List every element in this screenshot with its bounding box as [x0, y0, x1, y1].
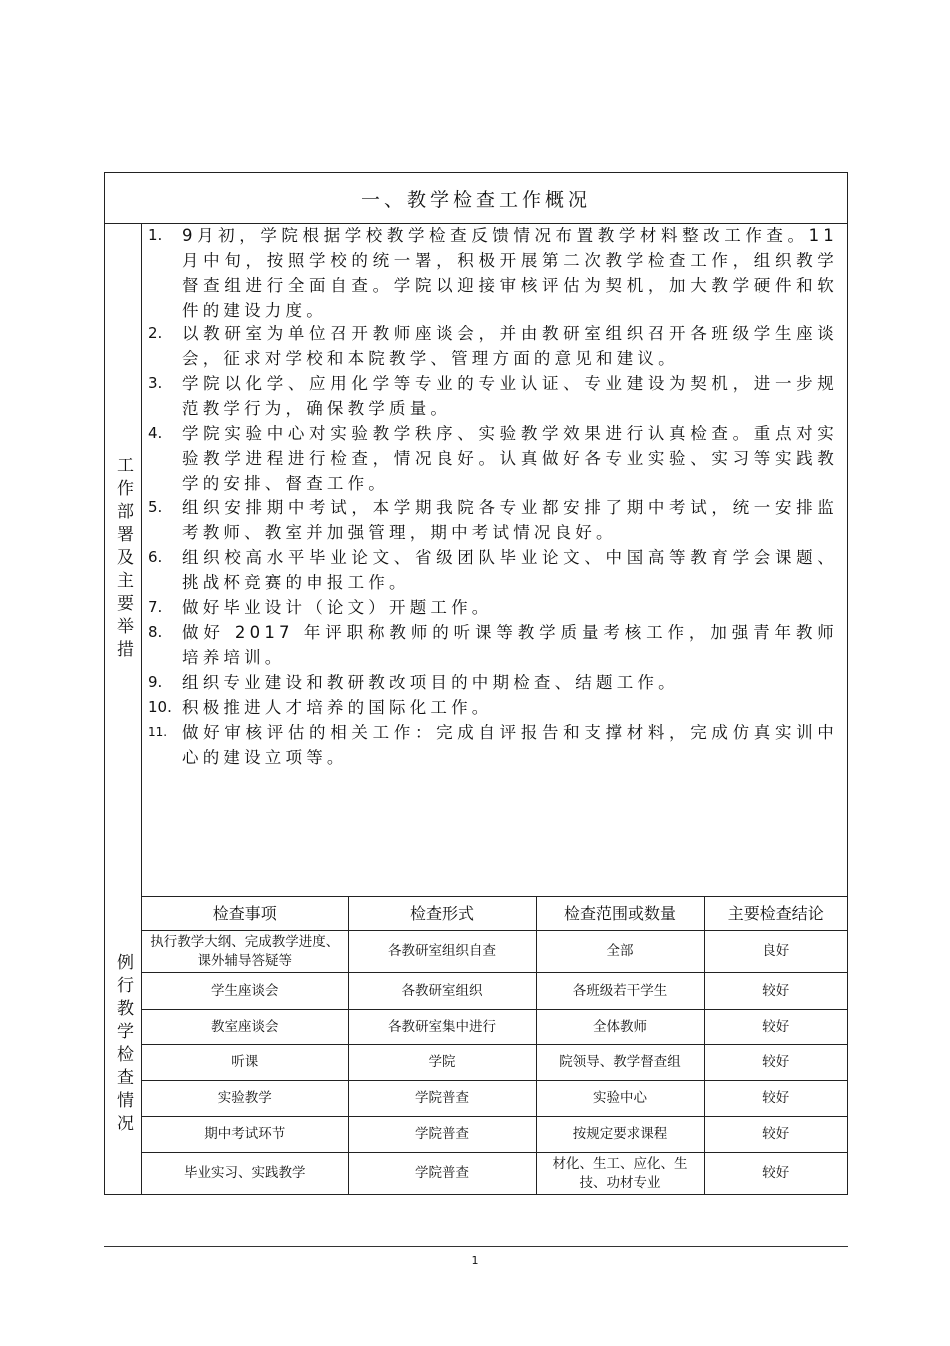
cell-item: 教室座谈会	[142, 1010, 348, 1045]
cell-item: 实验教学	[142, 1081, 348, 1117]
item-number: 9.	[148, 673, 163, 691]
table-row	[142, 973, 847, 1010]
page-number: 1	[471, 1254, 479, 1267]
cell-form: 学院普查	[348, 1117, 536, 1153]
table-row	[142, 1117, 847, 1153]
item-number: 8.	[148, 623, 163, 641]
side-label-work-text: 工作部署及主要举措	[113, 456, 133, 663]
cell-item: 学生座谈会	[142, 973, 348, 1010]
item-text: 做好 2017 年评职称教师的听课等教学质量考核工作，加强青年教师培养培训。	[182, 623, 838, 667]
header-item: 检查事项	[142, 896, 348, 931]
header-scope: 检查范围或数量	[536, 896, 704, 931]
side-label-work	[105, 223, 142, 896]
item-text: 做好毕业设计（论文）开题工作。	[182, 598, 493, 617]
item-text: 组织校高水平毕业论文、省级团队毕业论文、中国高等教育学会课题、挑战杯竞赛的申报工作。	[182, 548, 838, 592]
table-row	[142, 1010, 847, 1045]
cell-conclusion: 较好	[704, 1117, 847, 1153]
item-text: 组织安排期中考试，本学期我院各专业都安排了期中考试，统一安排监考教师、教室并加强管理，期中考试情况良好。	[182, 498, 838, 542]
table-row	[142, 1081, 847, 1117]
item-text: 做好审核评估的相关工作：完成自评报告和支撑材料，完成仿真实训中心的建设立项等。	[182, 723, 838, 767]
item-text: 积极推进人才培养的国际化工作。	[182, 698, 493, 717]
cell-conclusion: 较好	[704, 1010, 847, 1045]
cell-scope: 全体教师	[536, 1010, 704, 1045]
table-header-row	[142, 896, 847, 931]
cell-scope: 材化、生工、应化、生技、功材专业	[536, 1153, 704, 1195]
cell-form: 各教研室组织自查	[348, 931, 536, 973]
cell-item: 听课	[142, 1045, 348, 1081]
cell-scope: 全部	[536, 931, 704, 973]
cell-conclusion: 较好	[704, 1081, 847, 1117]
measures-list	[142, 223, 847, 897]
cell-scope: 院领导、教学督查组	[536, 1045, 704, 1081]
cell-scope: 按规定要求课程	[536, 1117, 704, 1153]
table-row	[142, 1045, 847, 1081]
cell-item: 毕业实习、实践教学	[142, 1153, 348, 1195]
cell-form: 学院	[348, 1045, 536, 1081]
item-number: 11.	[148, 725, 168, 739]
cell-form: 各教研室组织	[348, 973, 536, 1010]
cell-conclusion: 较好	[704, 1045, 847, 1081]
cell-scope: 实验中心	[536, 1081, 704, 1117]
section-title: 一、教学检查工作概况	[105, 173, 847, 224]
table-row	[142, 931, 847, 973]
cell-form: 学院普查	[348, 1153, 536, 1195]
item-number: 2.	[148, 324, 163, 342]
item-number: 4.	[148, 424, 163, 442]
side-label-inspection	[105, 896, 142, 1194]
cell-item: 执行教学大纲、完成教学进度、课外辅导答疑等	[142, 931, 348, 973]
item-text: 组织专业建设和教研教改项目的中期检查、结题工作。	[182, 673, 679, 692]
cell-scope: 各班级若干学生	[536, 973, 704, 1010]
side-label-inspection-text: 例行教学检查情况	[113, 953, 133, 1137]
header-conclusion: 主要检查结论	[704, 896, 847, 931]
item-number: 10.	[148, 698, 172, 716]
cell-conclusion: 较好	[704, 1153, 847, 1195]
item-text: 学院以化学、应用化学等专业的专业认证、专业建设为契机，进一步规范教学行为，确保教学质量。	[182, 374, 838, 418]
cell-conclusion: 较好	[704, 973, 847, 1010]
item-number: 7.	[148, 598, 163, 616]
document-table-frame	[104, 172, 848, 1195]
item-text: 以教研室为单位召开教师座谈会，并由教研室组织召开各班级学生座谈会，征求对学校和本院教学、管理方面的意见和建议。	[182, 324, 838, 368]
item-number: 1.	[148, 226, 163, 244]
cell-conclusion: 良好	[704, 931, 847, 973]
cell-form: 各教研室集中进行	[348, 1010, 536, 1045]
item-number: 5.	[148, 498, 163, 516]
cell-item: 期中考试环节	[142, 1117, 348, 1153]
item-number: 6.	[148, 548, 163, 566]
item-text: 9月初，学院根据学校教学检查反馈情况布置教学材料整改工作查。11 月中旬，按照学校的统一署，积极开展第二次教学检查工作，组织教学督查组进行全面自查。学院以迎接审核评估为契机，加大教学硬件和软件的建设力度。	[182, 226, 838, 320]
inspection-table	[142, 896, 847, 1195]
item-text: 学院实验中心对实验教学秩序、实验教学效果进行认真检查。重点对实验教学进程进行检查，情况良好。认真做好各专业实验、实习等实践教学的安排、督查工作。	[182, 424, 838, 493]
table-row	[142, 1153, 847, 1195]
footer-divider	[104, 1246, 848, 1247]
header-form: 检查形式	[348, 896, 536, 931]
cell-form: 学院普查	[348, 1081, 536, 1117]
item-number: 3.	[148, 374, 163, 392]
